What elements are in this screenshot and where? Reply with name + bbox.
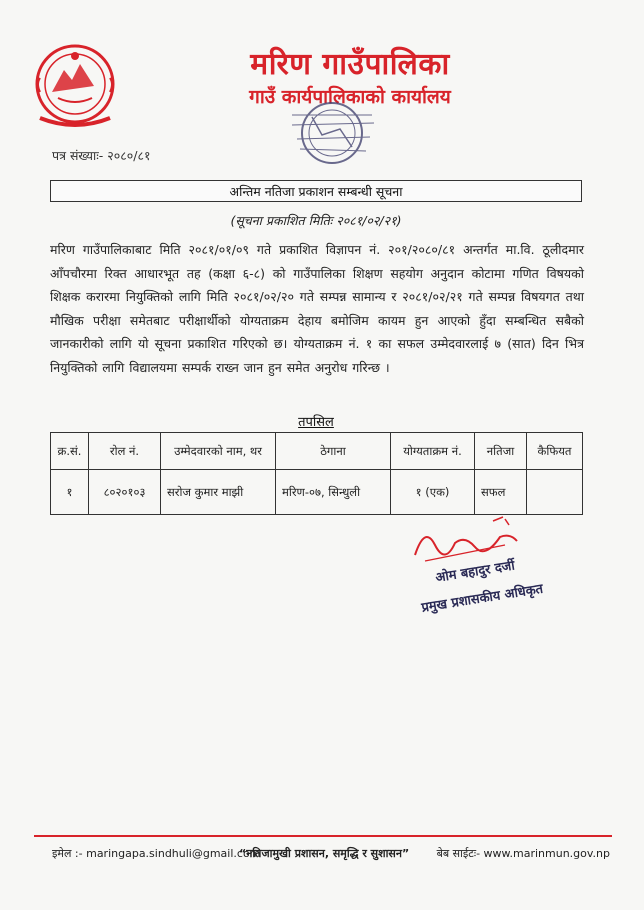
col-candidate-name: उम्मेदवारको नाम, थर [161,433,276,470]
office-title: मरिण गाउँपालिका [250,47,450,82]
footer-motto: “नतिजामुखी प्रशासन, समृद्धि र सुशासन” [239,847,410,860]
notice-published-date: (सूचना प्रकाशित मितिः २०८१/०२/२१) [230,213,402,228]
signatory-name: ओम बहादुर दर्जी [434,558,516,586]
cell-address: मरिण-०७, सिन्धुली [276,470,391,515]
footer-email[interactable]: इमेल :- maringapa.sindhuli@gmail.com [52,847,261,860]
footer-website[interactable]: बेब साईटः- www.marinmun.gov.np [436,847,610,860]
col-serial: क्र.सं. [51,433,89,470]
municipality-emblem-icon [32,40,118,130]
cell-serial: १ [51,470,89,515]
cell-result: सफल [475,470,527,515]
footer-divider [34,835,612,837]
col-roll-number: रोल नं. [89,433,161,470]
footer [34,846,612,864]
table-row [51,470,583,515]
table-header-row [51,433,583,470]
cell-roll-number: ८०२०१०३ [89,470,161,515]
col-merit-rank: योग्यताक्रम नं. [391,433,475,470]
col-result: नतिजा [475,433,527,470]
cell-remarks [527,470,583,515]
signatory-title: प्रमुख प्रशासकीय अधिकृत [420,581,545,616]
col-remarks: कैफियत [527,433,583,470]
letter-reference-number: पत्र संख्याः- २०८०/८१ [52,148,151,163]
col-address: ठेगाना [276,433,391,470]
results-table [50,432,583,515]
office-stamp-icon [262,95,392,175]
cell-candidate-name: सरोज कुमार माझी [161,470,276,515]
cell-merit-rank: १ (एक) [391,470,475,515]
notice-heading: अन्तिम नतिजा प्रकाशन सम्बन्धी सूचना [50,180,582,202]
table-caption: तपसिल [298,415,334,430]
notice-body: मरिण गाउँपालिकाबाट मिति २०८१/०१/०९ गते प्रकाशित विज्ञापन नं. २०१/२०८०/८१ अन्तर्गत मा.वि. ठूलीदमार आँपचौरमा रिक्त आधारभूत तह (कक्षा ६-८) को गाउँपालिका शिक्षण सहयोग अनुदान कोटामा गणित विषयको शिक्षक करारमा नियुक्तिको लागि मिति २०८१/०२/२० गते सम्पन्न सामान्य र २०८१/०२/२१ गते सम्पन्न विषयगत तथा मौखिक परीक्षा समेतबाट परीक्षार्थीको योग्यताक्रम देहाय बमोजिम कायम हुन आएको हुँदा सम्बन्धित सबैको जानकारीको लागि यो सूचना प्रकाशित गरिएको छ। योग्यताक्रम नं. १ का सफल उम्मेदवारलाई ७ (सात) दिन भित्र नियुक्तिको लागि विद्यालयमा सम्पर्क राख्न जान हुन समेत अनुरोध गरिन्छ । [50,242,584,375]
office-subtitle: गाउँ कार्यपालिकाको कार्यालय [249,86,451,108]
